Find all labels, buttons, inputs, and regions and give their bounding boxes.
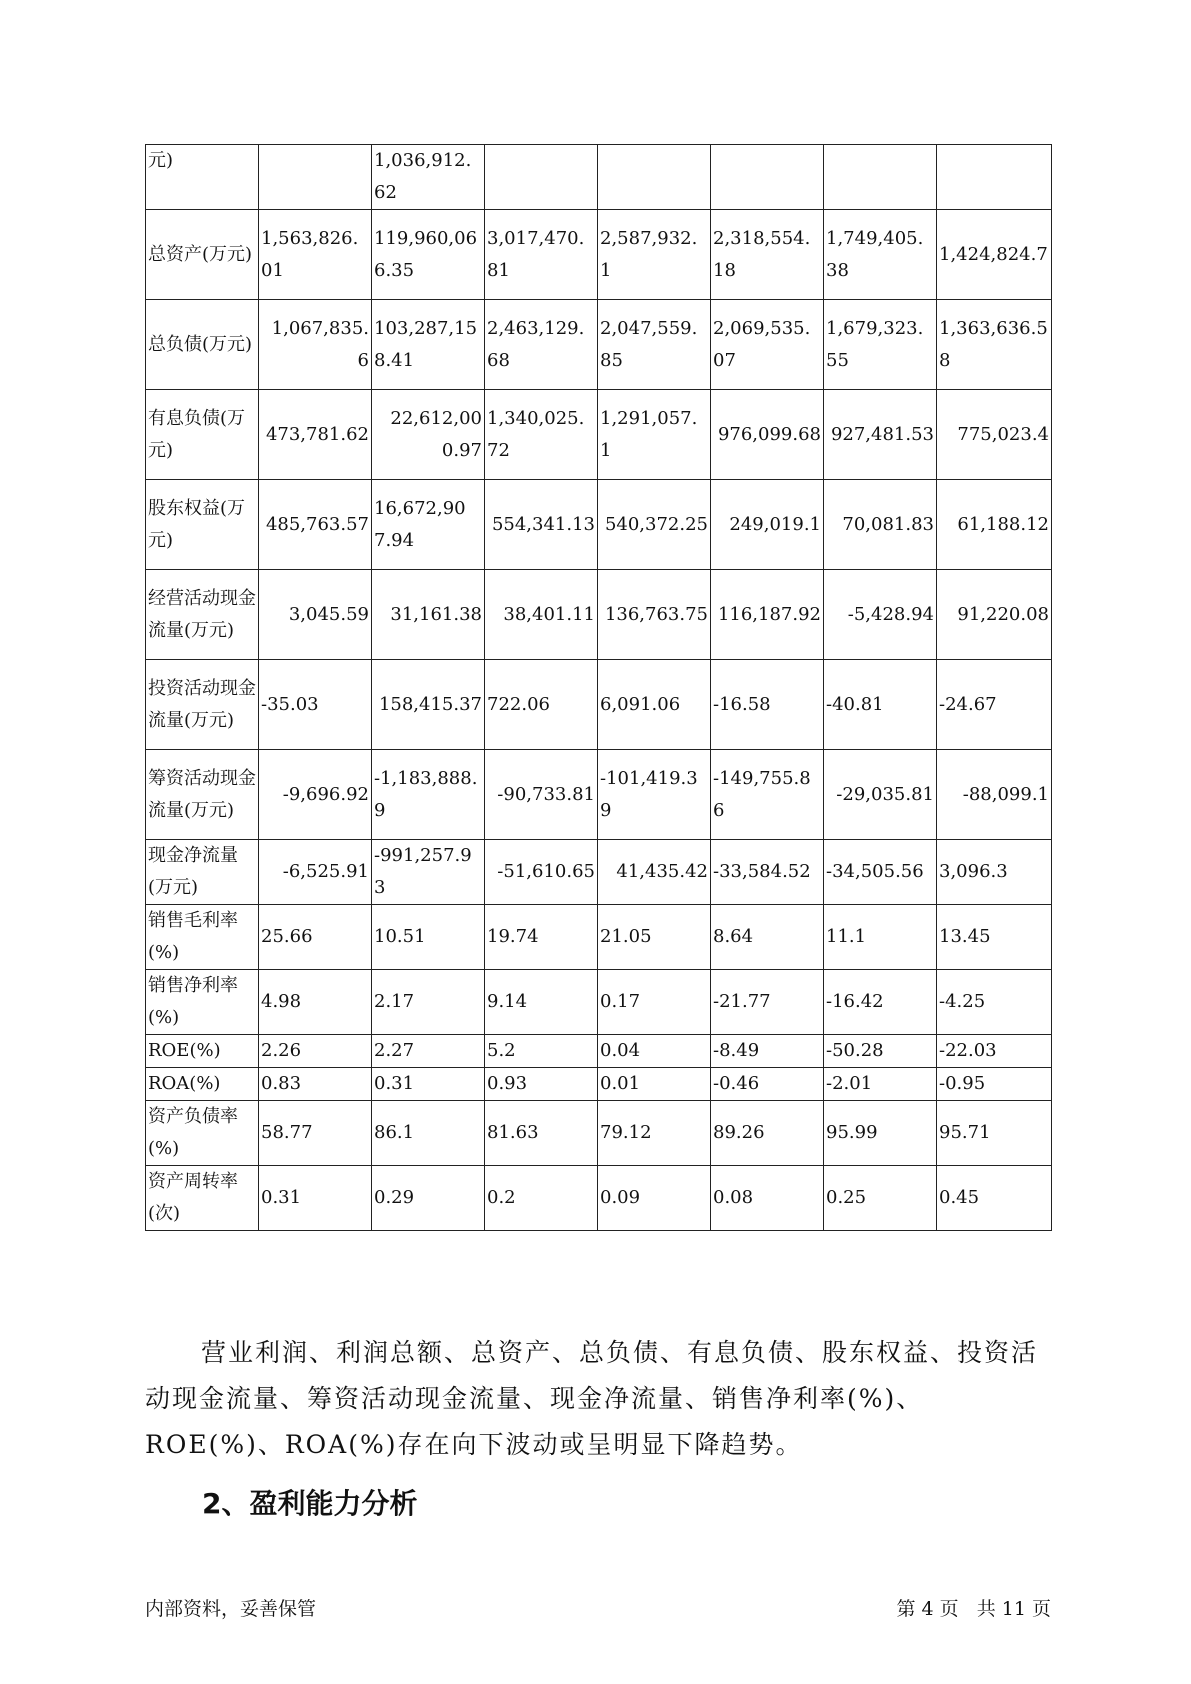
table-cell: 86.1 xyxy=(372,1101,485,1166)
table-cell: 0.08 xyxy=(711,1166,824,1231)
table-cell: -8.49 xyxy=(711,1035,824,1068)
table-cell: 13.45 xyxy=(937,905,1052,970)
table-cell: 1,749,405.38 xyxy=(824,210,937,300)
table-cell: 1,291,057.1 xyxy=(598,390,711,480)
table-cell: -34,505.56 xyxy=(824,840,937,905)
table-cell: 95.71 xyxy=(937,1101,1052,1166)
section-heading: 2、盈利能力分析 xyxy=(202,1487,418,1520)
table-row xyxy=(146,480,1052,570)
table-cell: 722.06 xyxy=(485,660,598,750)
table-cell: 927,481.53 xyxy=(824,390,937,480)
table-cell: -88,099.1 xyxy=(937,750,1052,840)
row-label: 销售毛利率(%) xyxy=(146,905,259,970)
table-cell: -33,584.52 xyxy=(711,840,824,905)
table-cell: 0.31 xyxy=(259,1166,372,1231)
row-label: 总资产(万元) xyxy=(146,210,259,300)
table-row xyxy=(146,210,1052,300)
table-cell xyxy=(937,145,1052,210)
table-cell: -991,257.93 xyxy=(372,840,485,905)
table-cell: 2.17 xyxy=(372,970,485,1035)
table-cell: 1,679,323.55 xyxy=(824,300,937,390)
table-cell: 1,424,824.7 xyxy=(937,210,1052,300)
table-cell: 775,023.4 xyxy=(937,390,1052,480)
table-cell: -51,610.65 xyxy=(485,840,598,905)
table-cell: 2,069,535.07 xyxy=(711,300,824,390)
table-cell: 540,372.25 xyxy=(598,480,711,570)
table-cell: 2,587,932.1 xyxy=(598,210,711,300)
table-cell: -0.95 xyxy=(937,1068,1052,1101)
row-label: ROE(%) xyxy=(146,1035,259,1068)
table-cell: 0.29 xyxy=(372,1166,485,1231)
table-cell: 10.51 xyxy=(372,905,485,970)
table-cell: 1,036,912.62 xyxy=(372,145,485,210)
table-cell: 976,099.68 xyxy=(711,390,824,480)
table-cell: 89.26 xyxy=(711,1101,824,1166)
table-cell: 249,019.1 xyxy=(711,480,824,570)
table-cell: 11.1 xyxy=(824,905,937,970)
table-cell: 1,363,636.58 xyxy=(937,300,1052,390)
table-cell: 16,672,907.94 xyxy=(372,480,485,570)
table-row xyxy=(146,750,1052,840)
table-cell: -16.42 xyxy=(824,970,937,1035)
table-cell: 70,081.83 xyxy=(824,480,937,570)
row-label: ROA(%) xyxy=(146,1068,259,1101)
table-cell: 95.99 xyxy=(824,1101,937,1166)
table-cell: 554,341.13 xyxy=(485,480,598,570)
table-row xyxy=(146,1035,1052,1068)
table-cell: 38,401.11 xyxy=(485,570,598,660)
row-label: 销售净利率(%) xyxy=(146,970,259,1035)
table-cell: 2,463,129.68 xyxy=(485,300,598,390)
table-cell: -16.58 xyxy=(711,660,824,750)
table-row xyxy=(146,1166,1052,1231)
table-cell: 6,091.06 xyxy=(598,660,711,750)
table-cell xyxy=(598,145,711,210)
table-row xyxy=(146,570,1052,660)
row-label: 投资活动现金流量(万元) xyxy=(146,660,259,750)
page-number: 第 4 页 共 11 页 xyxy=(896,1598,1051,1620)
row-label: 元) xyxy=(146,145,259,210)
row-label: 经营活动现金流量(万元) xyxy=(146,570,259,660)
footer-note: 内部资料，妥善保管 xyxy=(145,1598,317,1620)
table-cell: 21.05 xyxy=(598,905,711,970)
table-cell: 19.74 xyxy=(485,905,598,970)
table-cell: 485,763.57 xyxy=(259,480,372,570)
table-row xyxy=(146,840,1052,905)
table-cell xyxy=(259,145,372,210)
table-cell: 2.27 xyxy=(372,1035,485,1068)
row-label: 有息负债(万元) xyxy=(146,390,259,480)
row-label: 资产周转率(次) xyxy=(146,1166,259,1231)
table-cell: 1,563,826.01 xyxy=(259,210,372,300)
table-cell: 5.2 xyxy=(485,1035,598,1068)
table-cell: 79.12 xyxy=(598,1101,711,1166)
table-cell: -1,183,888.9 xyxy=(372,750,485,840)
table-cell: -9,696.92 xyxy=(259,750,372,840)
table-row xyxy=(146,1101,1052,1166)
table-cell: 0.93 xyxy=(485,1068,598,1101)
table-row xyxy=(146,660,1052,750)
table-cell: 119,960,066.35 xyxy=(372,210,485,300)
table-cell: 0.04 xyxy=(598,1035,711,1068)
table-cell: -90,733.81 xyxy=(485,750,598,840)
row-label: 股东权益(万元) xyxy=(146,480,259,570)
row-label: 总负债(万元) xyxy=(146,300,259,390)
row-label: 资产负债率(%) xyxy=(146,1101,259,1166)
table-cell: 3,096.3 xyxy=(937,840,1052,905)
table-cell: 1,067,835.6 xyxy=(259,300,372,390)
table-cell: 41,435.42 xyxy=(598,840,711,905)
table-cell: 58.77 xyxy=(259,1101,372,1166)
table-cell: 0.2 xyxy=(485,1166,598,1231)
table-cell: -24.67 xyxy=(937,660,1052,750)
table-cell: 3,017,470.81 xyxy=(485,210,598,300)
table-cell: 2,318,554.18 xyxy=(711,210,824,300)
table-cell: 0.01 xyxy=(598,1068,711,1101)
table-cell: -5,428.94 xyxy=(824,570,937,660)
financial-table xyxy=(145,144,1052,1231)
table-cell: 61,188.12 xyxy=(937,480,1052,570)
row-label: 筹资活动现金流量(万元) xyxy=(146,750,259,840)
table-cell: -6,525.91 xyxy=(259,840,372,905)
table-row xyxy=(146,905,1052,970)
table-cell: 0.17 xyxy=(598,970,711,1035)
table-cell: 9.14 xyxy=(485,970,598,1035)
table-row xyxy=(146,1068,1052,1101)
table-cell: -4.25 xyxy=(937,970,1052,1035)
table-cell: -2.01 xyxy=(824,1068,937,1101)
table-row xyxy=(146,390,1052,480)
table-cell: 31,161.38 xyxy=(372,570,485,660)
table-cell: -35.03 xyxy=(259,660,372,750)
table-row xyxy=(146,145,1052,210)
table-cell: -0.46 xyxy=(711,1068,824,1101)
table-cell: 0.45 xyxy=(937,1166,1052,1231)
table-cell: 8.64 xyxy=(711,905,824,970)
table-cell: -50.28 xyxy=(824,1035,937,1068)
table-cell: 22,612,000.97 xyxy=(372,390,485,480)
table-row xyxy=(146,970,1052,1035)
table-cell: 0.83 xyxy=(259,1068,372,1101)
table-cell: -101,419.39 xyxy=(598,750,711,840)
table-cell: -149,755.86 xyxy=(711,750,824,840)
row-label: 现金净流量(万元) xyxy=(146,840,259,905)
table-cell: 116,187.92 xyxy=(711,570,824,660)
table-cell: -29,035.81 xyxy=(824,750,937,840)
table-cell: 473,781.62 xyxy=(259,390,372,480)
table-cell: 136,763.75 xyxy=(598,570,711,660)
table-cell: 103,287,158.41 xyxy=(372,300,485,390)
table-cell: 158,415.37 xyxy=(372,660,485,750)
table-cell: 4.98 xyxy=(259,970,372,1035)
table-cell xyxy=(711,145,824,210)
table-cell: -21.77 xyxy=(711,970,824,1035)
table-cell: 81.63 xyxy=(485,1101,598,1166)
table-cell: 25.66 xyxy=(259,905,372,970)
table-cell: 0.09 xyxy=(598,1166,711,1231)
table-cell xyxy=(824,145,937,210)
table-cell: 0.25 xyxy=(824,1166,937,1231)
summary-paragraph: 营业利润、利润总额、总资产、总负债、有息负债、股东权益、投资活动现金流量、筹资活动现金流量、现金净流量、销售净利率(%)、ROE(%)、ROA(%)存在向下波动或呈明显下降趋势。 xyxy=(145,1338,1039,1459)
table-cell: 3,045.59 xyxy=(259,570,372,660)
table-cell: 1,340,025.72 xyxy=(485,390,598,480)
table-cell: -22.03 xyxy=(937,1035,1052,1068)
table-row xyxy=(146,300,1052,390)
table-cell: -40.81 xyxy=(824,660,937,750)
table-cell: 2.26 xyxy=(259,1035,372,1068)
table-cell xyxy=(485,145,598,210)
table-cell: 2,047,559.85 xyxy=(598,300,711,390)
table-cell: 0.31 xyxy=(372,1068,485,1101)
table-cell: 91,220.08 xyxy=(937,570,1052,660)
